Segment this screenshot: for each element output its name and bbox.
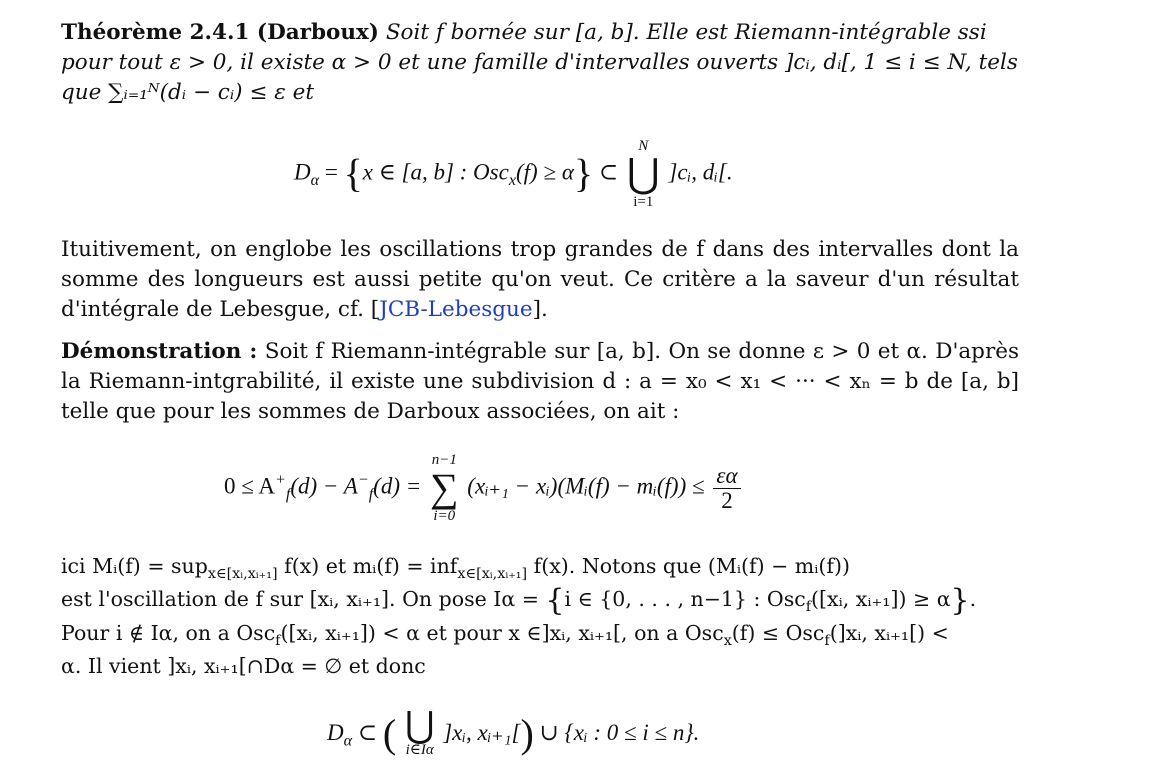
eq2-lhs: 0 ≤ A — [224, 473, 275, 499]
eq1-lower: i=1 — [633, 194, 654, 210]
proof-label: Démonstration : — [61, 339, 258, 364]
para3-line4: α. Il vient ]xᵢ, xᵢ₊₁[∩Dα = ∅ et donc — [61, 654, 426, 678]
intuition-text: Ituitivement, on englobe les oscillations trop grandes de f dans des intervalles dont la somme des longueurs est aussi petite qu'on veut. Ce critère a la saveur d'un résultat d'intégrale de Lebesgue, cf. — [61, 237, 1019, 322]
oscillation-paragraph: ici Mᵢ(f) = sup$_{x\in[xᵢ,xᵢ_{+1}]}$ f(x) et mᵢ(f) = inf$_{x\in[xᵢ,xᵢ_{+1}]}$ f(x). Notons que (Mᵢ(f) − mᵢ(f)) est l'oscillation de f sur [xᵢ, xᵢ₊₁]. On pose Iα = {i ∈ {0, . . . , n−1} : Osc$_f$([xᵢ, xᵢ₊₁]) ≥ α}. Pour i ∉ Iα, on a Osc$_f$([xᵢ, xᵢ₊₁]) < α et pour x ∈]xᵢ, xᵢ₊₁[, on a Osc$_x$(f) ≤ Osc$_f$(]xᵢ, xᵢ₊₁[) < α. Il vient ]xᵢ, xᵢ₊₁[∩Dα = ∅ et donc — [61, 554, 977, 678]
fraction-numerator: εα — [713, 464, 740, 489]
eq2-lower: i=0 — [433, 508, 456, 524]
para3-line1: ici Mᵢ(f) = sup — [61, 554, 208, 578]
sum-operator: n−1 ∑ i=0 — [430, 452, 459, 524]
para3-line3c: (f) ≤ Osc — [731, 621, 825, 645]
fraction — [713, 464, 740, 513]
theorem-block — [61, 18, 1019, 108]
equation-d-alpha-cover: $D_\alpha$ ⊂ ( ⋃ i∈Iα ]xᵢ, xᵢ₊₁[) ∪ {xᵢ : 0 ≤ i ≤ n}. — [327, 705, 700, 758]
eq2-mid2: (d) = — [373, 473, 422, 499]
intuition-end: ]. — [532, 297, 548, 322]
theorem-label: Théorème 2.4.1 (Darboux) — [61, 20, 379, 45]
theorem-line1: Soit f bornée sur [a, b]. Elle est Riemann-intégrable ssi — [385, 20, 987, 45]
proof-paragraph — [61, 337, 1019, 427]
equation-darboux-set: $D_\alpha = \{x$ ∈ [a, b] : Osc$_x$(f) ≥ α} ⊂ N ⋃ i=1 ]cᵢ, dᵢ[. — [294, 138, 733, 210]
equation-darboux-sums: $0 \le A^+_f(d) - A^-_f(d)$ = n−1 ∑ i=0 (xᵢ₊₁ − xᵢ)(Mᵢ(f) − mᵢ(f)) ≤ $\frac{\varepsilon\alpha}{2}$ — [224, 452, 744, 524]
eq2-body: (xᵢ₊₁ − xᵢ)(Mᵢ(f) − mᵢ(f)) ≤ — [467, 473, 705, 499]
para3-line3d: (]xᵢ, xᵢ₊₁[) < — [829, 621, 949, 645]
eq1-rhs: ]cᵢ, dᵢ[. — [668, 159, 733, 185]
eq2-upper: n−1 — [431, 452, 457, 468]
eq1-set: x ∈ [a, b] : Osc — [362, 159, 509, 185]
eq1-set2: (f) ≥ α — [516, 159, 574, 185]
para3-line3: Pour i ∉ Iα, on a Osc — [61, 621, 276, 645]
union-operator-2: ⋃ i∈Iα — [404, 705, 435, 758]
intuition-paragraph: Ituitivement, on englobe les oscillations trop grandes de f dans des intervalles dont la somme des longueurs est aussi petite qu'on veut. Ce critère a la saveur d'un résultat d'intégrale de Lebesgue, cf. [JCB-Lebesgue]. — [61, 237, 1019, 322]
eq2-mid: (d) − A — [290, 473, 358, 499]
para3-line2c: ([xᵢ, xᵢ₊₁]) ≥ α — [811, 587, 951, 611]
eq3-lower: i∈Iα — [405, 742, 434, 758]
para3-line3b: ([xᵢ, xᵢ₊₁]) < α et pour x ∈]xᵢ, xᵢ₊₁[, on a Osc — [280, 621, 724, 645]
para3-line1c: f(x). Notons que (Mᵢ(f) − mᵢ(f)) — [533, 554, 850, 578]
theorem-line2: pour tout ε > 0, il existe α > 0 et une famille d'intervalles ouverts ]cᵢ, dᵢ[, 1 ≤ i ≤ N, tels — [61, 50, 1018, 75]
citation-link[interactable]: JCB-Lebesgue — [379, 297, 533, 322]
eq3-body: ]xᵢ, xᵢ₊₁[ — [443, 720, 521, 745]
para3-line2: est l'oscillation de f sur [xᵢ, xᵢ₊₁]. On pose Iα = — [61, 587, 539, 611]
para3-line2b: i ∈ {0, . . . , n−1} : Osc — [564, 587, 806, 611]
union-operator: N ⋃ i=1 — [626, 138, 660, 210]
eq1-upper: N — [638, 138, 649, 154]
fraction-denominator: 2 — [721, 487, 733, 513]
eq3-lhs: D — [327, 720, 344, 745]
eq3-rhs: ∪ {xᵢ : 0 ≤ i ≤ n}. — [539, 720, 700, 745]
theorem-line3: que ∑ᵢ₌₁ᴺ(dᵢ − cᵢ) ≤ ε et — [61, 80, 314, 105]
para3-line1b: f(x) et mᵢ(f) = inf — [284, 554, 458, 578]
eq1-lhs: D — [294, 159, 311, 185]
proof-text: Soit f Riemann-intégrable sur [a, b]. On se donne ε > 0 et α. D'après la Riemann-intgrabilité, il existe une subdivision d : a = x₀ < x₁ < ··· < xₙ = b de [a, b] telle que pour les sommes de Darboux associées, on ait : — [61, 339, 1019, 424]
